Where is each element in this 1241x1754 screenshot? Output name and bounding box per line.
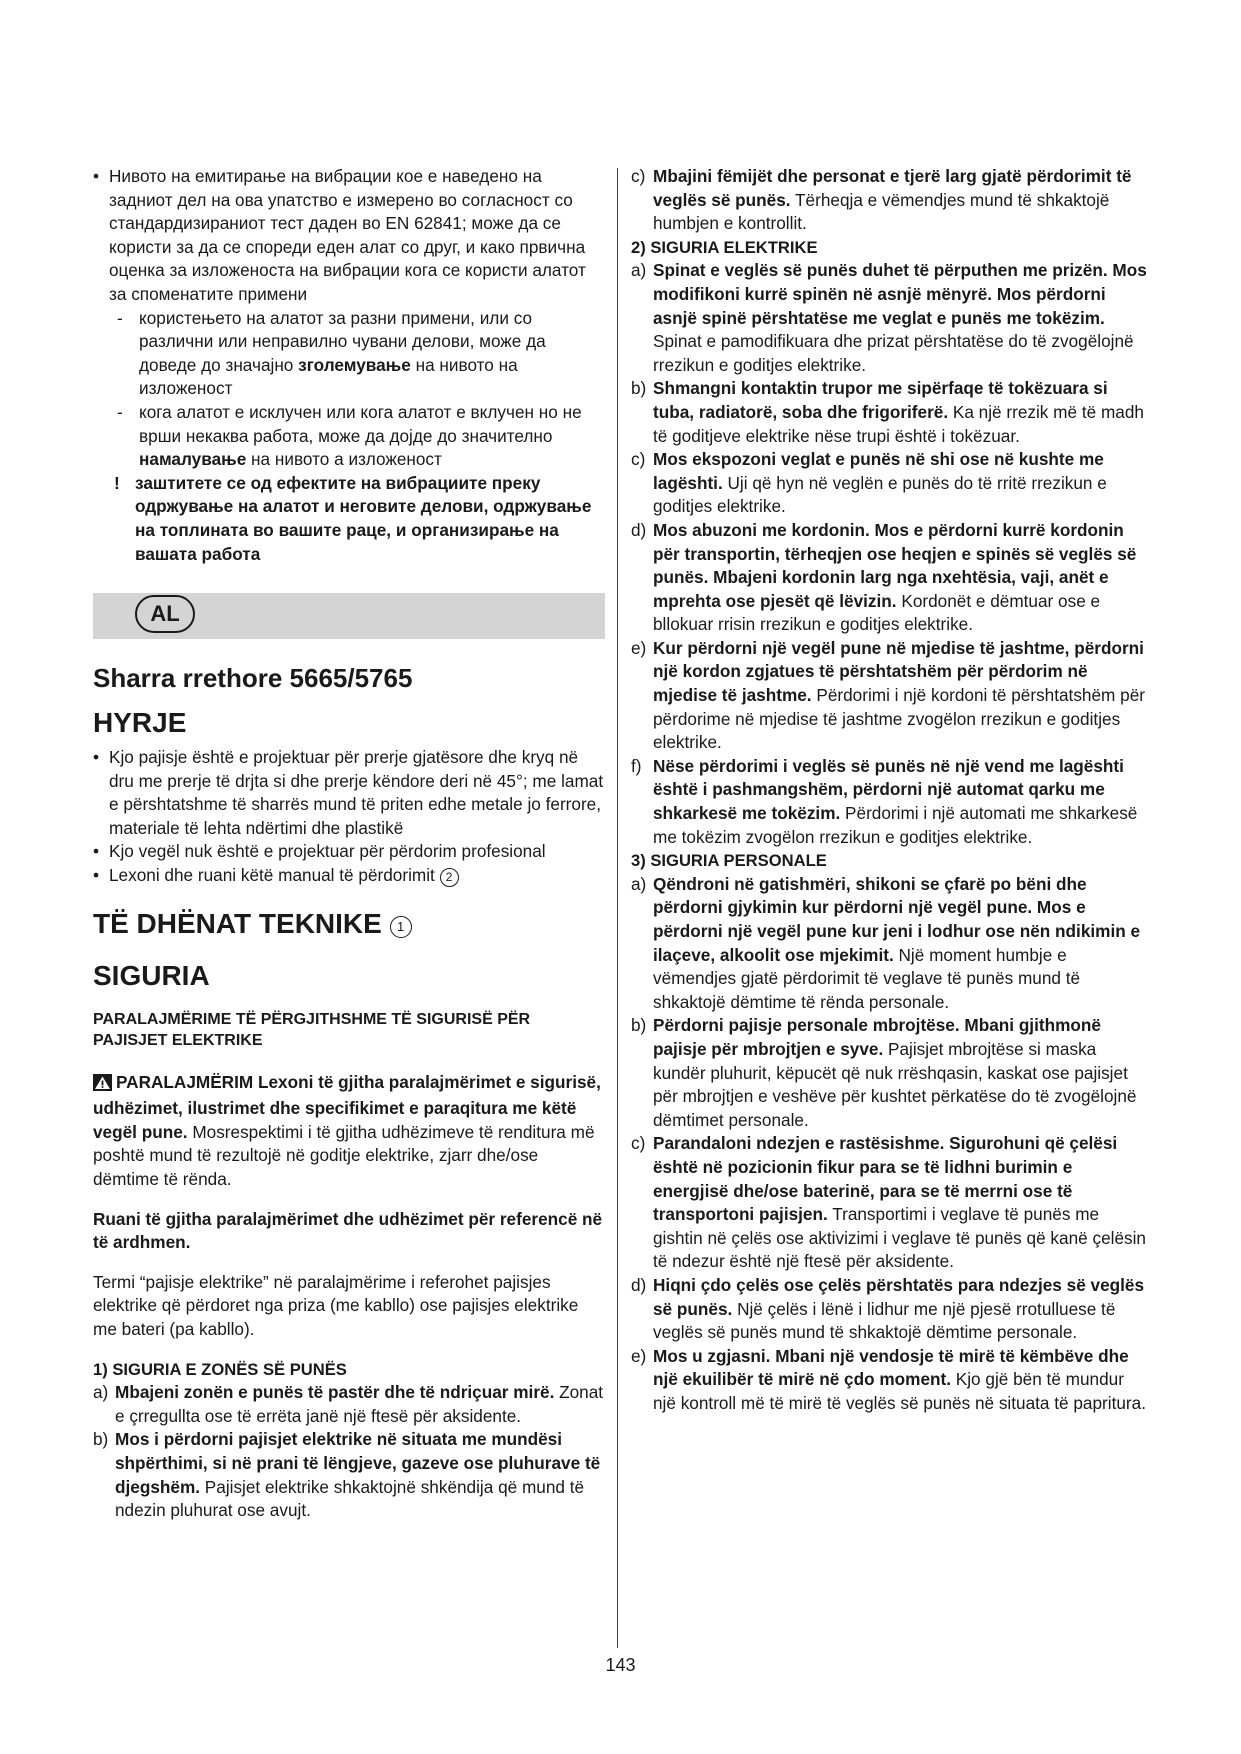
list-item: • Kjo vegël nuk është e projektuar për përdorim profesional [93, 840, 605, 864]
mk-warning-note: ! заштитете се од ефектите на вибрациите преку одржување на алатот и неговите делови, одржување на топлината во вашите раце, и организирање на вашата работа [114, 472, 592, 564]
list-item: c) Mbajini fëmijët dhe personat e tjerë larg gjatë përdorimit të veglës së punës. Tërheqja e vëmendjes mund të shkaktojë humbjen e kontrollit. [631, 166, 1132, 234]
list-item: a) Spinat e veglës së punës duhet të përputhen me prizën. Mos modifikoni kurrë spinën në asnjë mënyrë. Mos përdorni asnjë spinë përshtatëse me veglat e punës me tokëzim. Spinat e pamodifikuara dhe prizat përshtatëse do të zvogëlojnë rrezikun e goditjes elektrike. [631, 260, 1147, 375]
list-item: c) Parandaloni ndezjen e rastësishme. Sigurohuni që çelësi është në pozicionin fikur para se të lidhni burimin e energjisë dhe/ose baterinë, para se të merrni ose të transportoni pajisjen. Transportimi i veglave të punës me gishtin në çelës ose aktivizimi i veglave të punës që kanë çelësin të ndezur është një ftesë për aksidente. [631, 1133, 1146, 1272]
left-column [93, 165, 605, 1523]
list-item: e) Kur përdorni një vegël pune në mjedise të jashtme, përdorni një kordon zgjatues të përshtatshëm për përdorim në mjedise të jashtme. Përdorimi i një kordoni të përshtatshëm për përdorime në mjedise të jashtme zvogëlon rrezikun e goditjes elektrike. [631, 637, 1145, 753]
heading-safety: SIGURIA [93, 959, 210, 991]
list-item: c) Mos ekspozoni veglat e punës në shi ose në kushte me lagështi. Uji që hyn në veglën e punës do të rritë rrezikun e goditjes elektrike. [631, 449, 1107, 517]
list-item: a) Mbajeni zonën e punës të pastër dhe të ndriçuar mirë. Zonat e çrregullta ose të errëta janë një ftesë për aksidente. [93, 1382, 604, 1426]
warning-paragraph: PARALAJMËRIM Lexoni të gjitha paralajmërimet e sigurisë, udhëzimet, ilustrimet dhe specifikimet e paraqitura me këtë vegël pune. Mosrespektimi i të gjitha udhëzimeve të renditura më poshtë mund të rezultojë në goditje elektrike, zjarr dhe/ose dëmtime të rënda. [93, 1071, 601, 1190]
term-definition: Termi “pajisje elektrike” në paralajmërime i referohet pajisjes elektrike që përdoret nga priza (me kabllo) ose pajisjes elektrike me bateri (pa kabllo). [93, 1271, 579, 1339]
figure-ref-icon: 2 [440, 868, 459, 887]
mk-vibration-bullet: • Нивото на емитирање на вибрации кое е наведено на задниот дел на ова упатство е измерено во согласност со стандардизираниот тест даден во EN 62841; може да се користи за да се спореди еден алат со друг, и како првична оценка за изложеноста на вибрации кога се користи алатот за споменатите примени [93, 165, 605, 307]
list-item: • Lexoni dhe ruani këtë manual të përdorimit 2 [93, 864, 605, 888]
right-column [631, 165, 1149, 1415]
list-item: d) Hiqni çdo çelës ose çelës përshtatës para ndezjes së veglës së punës. Një çelës i lënë i lidhur me një pjesë rrotulluese të veglës së punës mund të shkaktojë dëmtime personale. [631, 1274, 1145, 1343]
section-work-area-heading: 1) SIGURIA E ZONËS SË PUNËS [93, 1359, 347, 1379]
list-item: a) Qëndroni në gatishmëri, shikoni se çfarë po bëni dhe përdorni gjykimin kur përdorni një vegël pune. Mos e përdorni një vegël pune kur jeni i lodhur ose nën ndikimin e ilaçeve, alkoolit ose mjekimit. Një moment humbje e vëmendjes gjatë përdorimit të veglave të punës mund të shkaktojë dëmtime të rënda personale. [631, 873, 1141, 1012]
list-item: b) Shmangni kontaktin trupor me sipërfaqe të tokëzuara si tuba, radiatorë, soba dhe frigoriferë. Ka një rrezik më të madh të goditjeve elektrike nëse trupi është i tokëzuar. [631, 378, 1144, 446]
column-divider [617, 168, 618, 1648]
product-title: Sharra rrethore 5665/5765 [93, 663, 413, 694]
mk-dash-item: - користењето на алатот за разни примени, или со различни или неправилно чувани делови, може да доведе до значајно зголемување на нивото на изложеност [93, 307, 605, 401]
intro-list [93, 746, 605, 888]
heading-technical-data: TË DHËNAT TEKNIKE 1 [93, 908, 605, 940]
list-item: e) Mos u zgjasni. Mbani një vendosje të mirë të këmbëve dhe një ekuilibër të mirë në çdo moment. Kjo gjë bën të mundur një kontroll më të mirë të veglës së punës në situata të papritura. [631, 1345, 1146, 1413]
language-badge: AL [135, 595, 195, 633]
page-number: 143 [605, 1655, 636, 1675]
list-item: b) Mos i përdorni pajisjet elektrike në situata me mundësi shpërthimi, si në prani të lëngjeve, gazeve ose pluhurave të djegshëm. Pajisjet elektrike shkaktojnë shkëndija që mund të ndezin pluhurat ose avujt. [93, 1429, 601, 1521]
figure-ref-icon: 1 [390, 916, 412, 938]
section-electrical-heading: 2) SIGURIA ELEKTRIKE [631, 237, 818, 257]
list-item: d) Mos abuzoni me kordonin. Mos e përdorni kurrë kordonin për transportin, tërheqjen ose heqjen e spinës së veglës së punës. Mbajeni kordonin larg nga nxehtësia, vaji, anët e mprehta ose pjesët që lëvizin. Kordonët e dëmtuar ose e bllokuar rrisin rrezikun e goditjes elektrike. [631, 519, 1137, 635]
save-instructions: Ruani të gjitha paralajmërimet dhe udhëzimet për referencë në të ardhmen. [93, 1208, 603, 1253]
list-item: • Kjo pajisje është e projektuar për prerje gjatësore dhe kryq në dru me prerje të drjta si dhe prerje këndore deri në 45°; me lamat e përshtatshme të sharrës mund të priten edhe metale jo ferrore, materiale të lehta ndërtimi dhe plastikë [93, 746, 605, 840]
list-item: f) Nëse përdorimi i veglës së punës në një vend me lagështi është i pashmangshëm, përdorni një automat qarku me shkarkesë me tokëzim. Përdorimi i një automati me shkarkesë me tokëzim zvogëlon rrezikun e goditjes elektrike. [631, 755, 1138, 847]
heading-intro: HYRJE [93, 707, 187, 739]
section-personal-heading: 3) SIGURIA PERSONALE [631, 851, 827, 871]
language-band [93, 593, 605, 639]
mk-dash-item: - кога алатот е исклучен или кога алатот е вклучен но не врши некаква работа, може да дојде до значително намалување на нивото а изложеност [93, 401, 605, 472]
warning-triangle-icon [93, 1074, 112, 1098]
list-item: b) Përdorni pajisje personale mbrojtëse. Mbani gjithmonë pajisje për mbrojtjen e syve. Pajisjet mbrojtëse si maska kundër pluhurit, këpucët që nuk rrëshqasin, kaskat ose pajisjet për mbrojtjen e veshëve për kushtet përkatëse do të zvogëlojnë dëmtimet personale. [631, 1015, 1137, 1130]
exclamation-mark: ! [114, 472, 120, 493]
general-warnings-heading: PARALAJMËRIME TË PËRGJITHSHME TË SIGURISË PËR PAJISJET ELEKTRIKE [93, 1010, 531, 1049]
